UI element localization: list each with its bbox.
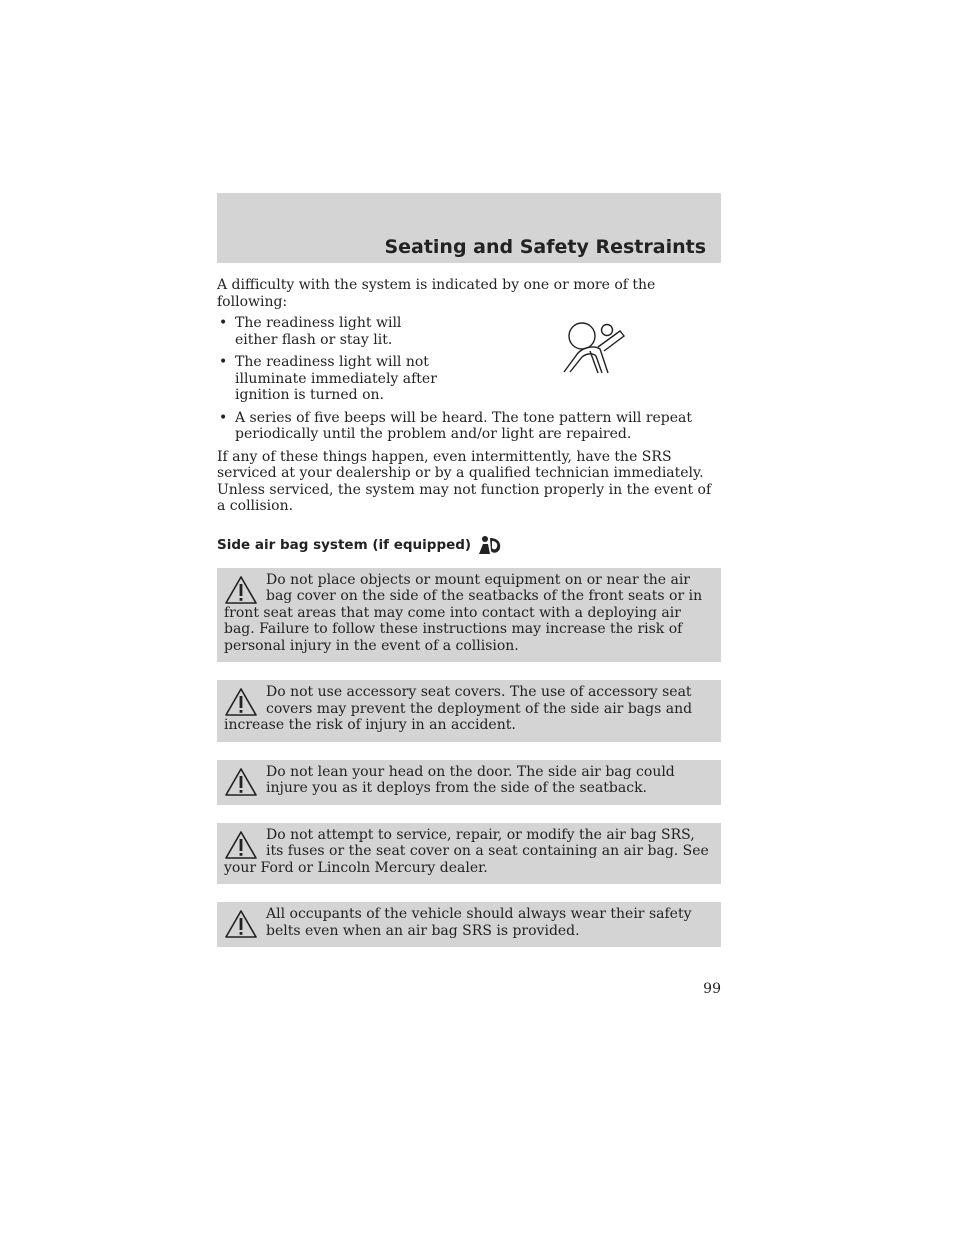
bullet-dot: • bbox=[219, 354, 228, 370]
warning-triangle-icon bbox=[224, 687, 258, 717]
warning-box bbox=[217, 823, 721, 885]
section-heading bbox=[217, 535, 721, 555]
manual-page bbox=[217, 193, 721, 947]
service-paragraph: If any of these things happen, even intermittently, have the SRS serviced at your dealership or by a qualified technician immediately. Unless serviced, the system may not function properly in the event of a collision. bbox=[217, 448, 712, 514]
warning-triangle-icon bbox=[224, 830, 258, 860]
section-heading-text: Side air bag system (if equipped) bbox=[217, 536, 472, 553]
warning-box bbox=[217, 568, 721, 663]
warning-triangle-icon bbox=[224, 909, 258, 939]
page-title: Seating and Safety Restraints bbox=[384, 236, 706, 258]
header-band bbox=[217, 193, 721, 263]
bullet-text: The readiness light will not illuminate immediately after ignition is turned on. bbox=[235, 354, 437, 403]
list-item bbox=[217, 354, 445, 404]
bullet-text: A series of five beeps will be heard. The tone pattern will repeat periodically until the problem and/or light are repaired. bbox=[235, 409, 693, 442]
list-item bbox=[217, 315, 445, 348]
warning-text: Do not place objects or mount equipment on or near the air bag cover on the side of the seatbacks of the front seats or in front seat areas that may come into contact with a deploying air bag. Failure to follow these instructions may increase the risk of personal injury in the event of a collision. bbox=[224, 571, 703, 654]
warning-text: Do not lean your head on the door. The side air bag could injure you as it deploys from the side of the seatback. bbox=[266, 763, 675, 796]
bullet-list-bottom bbox=[217, 410, 721, 443]
warning-box bbox=[217, 902, 721, 947]
bullet-block bbox=[217, 315, 721, 404]
warning-text: Do not attempt to service, repair, or modify the air bag SRS, its fuses or the seat cover on a seat containing an air bag. See your Ford or Lincoln Mercury dealer. bbox=[224, 826, 709, 876]
bullet-dot: • bbox=[219, 315, 228, 331]
warning-text: Do not use accessory seat covers. The use of accessory seat covers may prevent the deployment of the side air bags and increase the risk of injury in an accident. bbox=[224, 684, 693, 733]
bullet-text: The readiness light will either flash or stay lit. bbox=[235, 315, 402, 348]
page-number: 99 bbox=[703, 981, 721, 997]
bullet-dot: • bbox=[219, 409, 228, 426]
warning-box bbox=[217, 760, 721, 805]
warning-text: All occupants of the vehicle should always wear their safety belts even when an air bag SRS is provided. bbox=[266, 906, 692, 939]
list-item bbox=[217, 410, 721, 443]
side-airbag-icon bbox=[476, 535, 502, 555]
warning-triangle-icon bbox=[224, 575, 258, 605]
warning-box bbox=[217, 680, 721, 742]
bullet-list-top bbox=[217, 315, 721, 404]
warning-triangle-icon bbox=[224, 767, 258, 797]
intro-text: A difficulty with the system is indicated by one or more of the following: bbox=[217, 277, 656, 310]
airbag-readiness-icon bbox=[562, 317, 632, 377]
